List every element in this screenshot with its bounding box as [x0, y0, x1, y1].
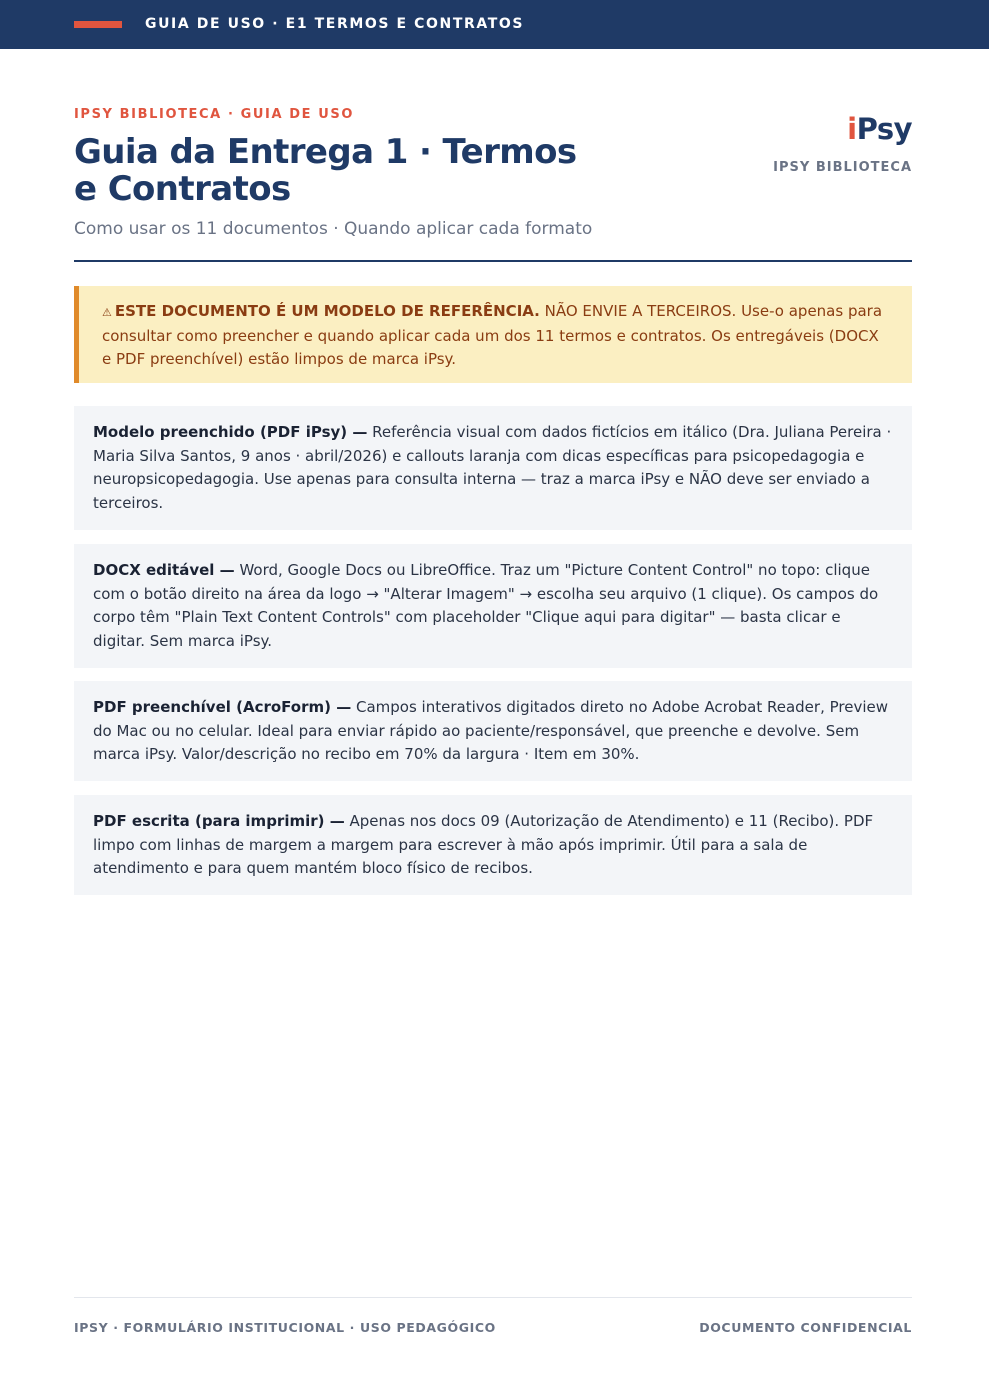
format-card-text: Referência visual com dados fictícios em itálico (Dra. Juliana Pereira · Maria Silva Santos, 9 anos · abril/2026) e callouts laranja com dicas específicas para psicopedagogia e neuropsicopedagogia. Use apenas para consulta interna — traz a marca iPsy e NÃO deve ser enviado a terceiros.: [93, 423, 892, 513]
top-banner: [0, 0, 989, 49]
brand-logo-i: i: [847, 112, 857, 146]
format-card-docx-editavel: [74, 544, 912, 668]
brand-logo-rest: Psy: [856, 112, 912, 146]
brand-logo: [847, 112, 912, 146]
format-card-title: Modelo preenchido (PDF iPsy) —: [93, 423, 368, 441]
header-divider: [74, 260, 912, 262]
footer-left-text: IPSY · FORMULÁRIO INSTITUCIONAL · USO PEDAGÓGICO: [74, 1320, 496, 1335]
section-eyebrow: IPSY BIBLIOTECA · GUIA DE USO: [74, 107, 355, 122]
format-card-title: PDF preenchível (AcroForm) —: [93, 698, 352, 716]
page-subtitle: Como usar os 11 documentos · Quando aplicar cada formato: [74, 219, 593, 239]
format-card-title: PDF escrita (para imprimir) —: [93, 812, 345, 830]
format-card-pdf-escrita: [74, 795, 912, 895]
footer-right-text: DOCUMENTO CONFIDENCIAL: [699, 1320, 912, 1335]
format-card-text: Apenas nos docs 09 (Autorização de Atendimento) e 11 (Recibo). PDF limpo com linhas de margem a margem para escrever à mão após imprimir. Útil para a sala de atendimento e para quem mantém bloco físico de recibos.: [93, 812, 874, 878]
format-card-pdf-preenchivel: [74, 681, 912, 781]
footer-divider: [74, 1297, 912, 1298]
banner-label: GUIA DE USO · E1 TERMOS E CONTRATOS: [145, 16, 525, 32]
page-title: Guia da Entrega 1 · Termos e Contratos: [74, 132, 577, 209]
warning-icon: ⚠: [102, 306, 112, 319]
format-card-text: Word, Google Docs ou LibreOffice. Traz um "Picture Content Control" no topo: clique com o botão direito na área da logo → "Alterar Imagem" → escolha seu arquivo (1 clique). Os campos do corpo têm "Plain Text Content Controls" com placeholder "Clique aqui para digitar" — basta clicar e digitar. Sem marca iPsy.: [93, 561, 879, 651]
format-card-title: DOCX editável —: [93, 561, 235, 579]
reference-warning-box: [74, 286, 912, 383]
warning-text: NÃO ENVIE A TERCEIROS. Use-o apenas para consultar como preencher e quando aplicar cada um dos 11 termos e contratos. Os entregáveis (DOCX e PDF preenchível) estão limpos de marca iPsy.: [102, 302, 883, 368]
format-card-modelo-preenchido: [74, 406, 912, 530]
banner-accent-bar: [74, 21, 122, 28]
brand-name: IPSY BIBLIOTECA: [773, 160, 912, 175]
warning-lead: ESTE DOCUMENTO É UM MODELO DE REFERÊNCIA.: [114, 302, 540, 320]
format-card-text: Campos interativos digitados direto no Adobe Acrobat Reader, Preview do Mac ou no celular. Ideal para enviar rápido ao paciente/responsável, que preenche e devolve. Sem marca iPsy. Valor/descrição no recibo em 70% da largura · Item em 30%.: [93, 698, 889, 764]
